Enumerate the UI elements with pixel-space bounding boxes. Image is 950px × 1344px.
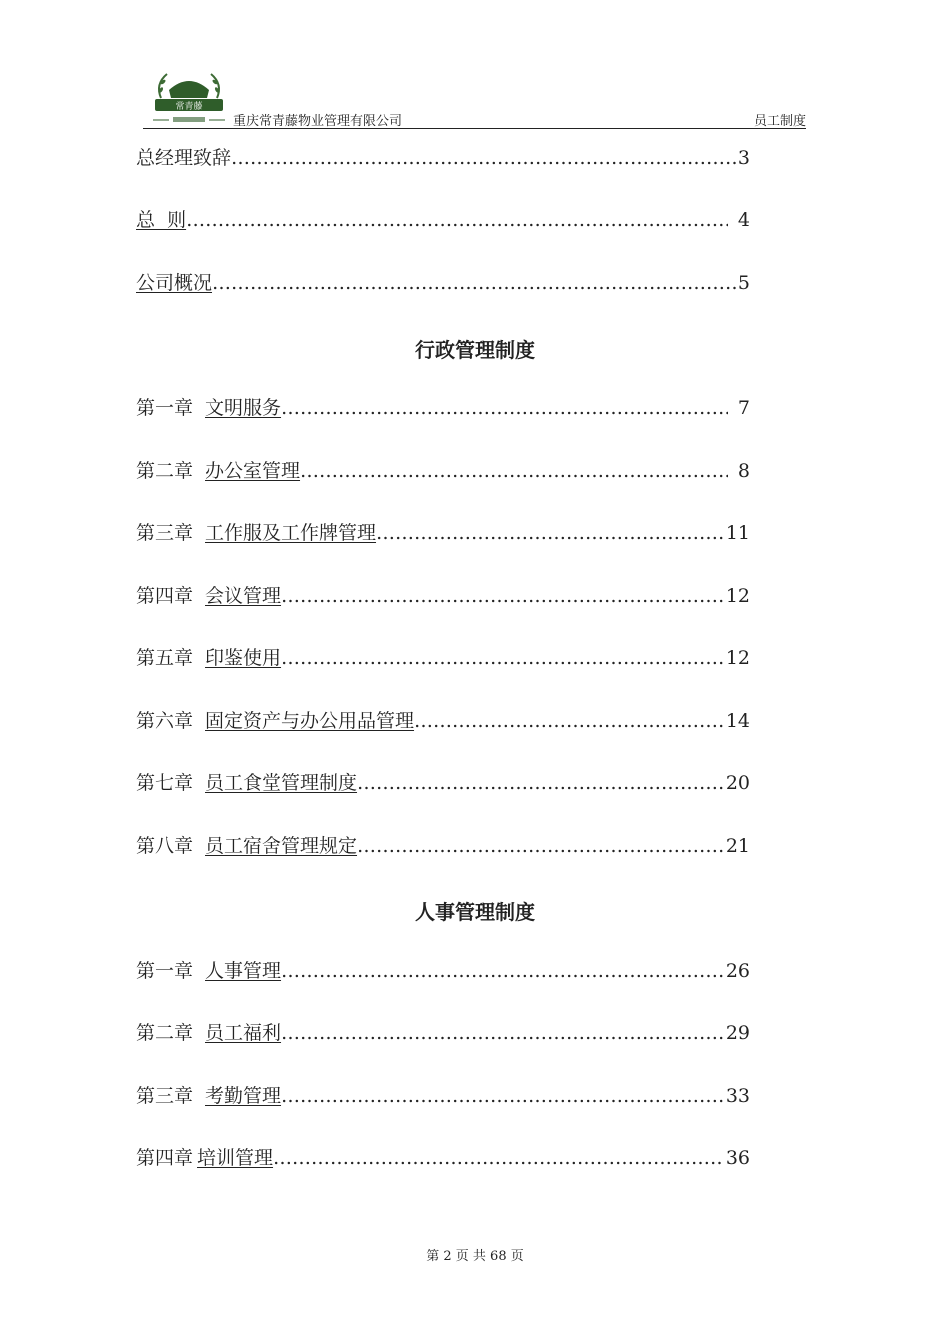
section-heading-hr: 人事管理制度: [415, 900, 535, 924]
toc-entry[interactable]: [136, 270, 750, 296]
toc-page-number: 36: [725, 1147, 750, 1169]
toc-chapter-label: 第五章: [136, 647, 194, 669]
toc-page-number: 21: [725, 835, 750, 857]
toc-leader: [212, 270, 736, 296]
toc-entry-title[interactable]: 员工食堂管理制度: [205, 772, 358, 794]
toc-entry-title[interactable]: 员工宿舍管理规定: [205, 835, 358, 857]
toc-entry[interactable]: [136, 708, 750, 734]
document-type: 员工制度: [753, 114, 806, 129]
toc-chapter-label: 第一章: [136, 960, 194, 982]
toc-entry-title[interactable]: 总 则: [136, 209, 187, 231]
toc-page-number: 5: [737, 272, 750, 294]
toc-leader: [281, 1020, 724, 1046]
toc-chapter-label: 第六章: [136, 710, 194, 732]
page-footer: 第 2 页 共 68 页: [426, 1249, 524, 1264]
toc-entry[interactable]: [136, 458, 750, 484]
toc-chapter-label: 第二章: [136, 1022, 194, 1044]
toc-entry-title[interactable]: 考勤管理: [205, 1085, 282, 1107]
company-logo: [149, 68, 229, 128]
toc-leader: [231, 145, 736, 171]
toc-page-number: 11: [725, 522, 750, 544]
toc-entry-title[interactable]: 工作服及工作牌管理: [205, 522, 377, 544]
toc-chapter-label: 第七章: [136, 772, 194, 794]
toc-leader: [281, 583, 724, 609]
toc-leader: [273, 1145, 724, 1171]
toc-entry-title[interactable]: 会议管理: [205, 585, 282, 607]
header-divider: [143, 128, 806, 129]
toc-entry[interactable]: [136, 958, 750, 984]
toc-leader: [357, 833, 724, 859]
toc-entry-title[interactable]: 培训管理: [197, 1147, 274, 1169]
toc-entry[interactable]: [136, 1083, 750, 1109]
toc-page-number: 4: [737, 209, 750, 231]
toc-entry-title[interactable]: 公司概况: [136, 272, 213, 294]
toc-entry-title[interactable]: 印鉴使用: [205, 647, 282, 669]
toc-entry[interactable]: [136, 833, 750, 859]
toc-entry-title[interactable]: 文明服务: [205, 397, 282, 419]
toc-page-number: 29: [725, 1022, 750, 1044]
svg-text:常青藤: 常青藤: [175, 102, 203, 112]
toc-entry-title[interactable]: 员工福利: [205, 1022, 282, 1044]
toc-page-number: 26: [725, 960, 750, 982]
toc-entry[interactable]: [136, 145, 750, 171]
toc-entry[interactable]: [136, 645, 750, 671]
toc-entry[interactable]: [136, 583, 750, 609]
toc-entry-title[interactable]: 人事管理: [205, 960, 282, 982]
toc-leader: [414, 708, 724, 734]
toc-page-number: 3: [737, 147, 750, 169]
toc-page-number: 12: [725, 585, 750, 607]
toc-leader: [376, 520, 724, 546]
toc-entry[interactable]: [136, 520, 750, 546]
section-heading-admin: 行政管理制度: [415, 338, 535, 362]
toc-entry-title[interactable]: 固定资产与办公用品管理: [205, 710, 415, 732]
toc-leader: [186, 207, 728, 233]
toc-entry[interactable]: [136, 1020, 750, 1046]
toc-chapter-label: 第三章: [136, 522, 194, 544]
toc-chapter-label: 第二章: [136, 460, 194, 482]
company-name: 重庆常青藤物业管理有限公司: [233, 114, 403, 129]
toc-entry-title[interactable]: 办公室管理: [205, 460, 301, 482]
toc-leader: [300, 458, 728, 484]
toc-leader: [357, 770, 724, 796]
toc-leader: [281, 645, 724, 671]
toc-page-number: 20: [725, 772, 750, 794]
toc-chapter-label: 第三章: [136, 1085, 194, 1107]
toc-entry[interactable]: [136, 770, 750, 796]
toc-entry-title[interactable]: 总经理致辞: [136, 147, 232, 169]
toc-page-number: 8: [737, 460, 750, 482]
toc-leader: [281, 395, 728, 421]
toc-leader: [281, 958, 724, 984]
page-header: [143, 62, 806, 130]
toc-entry[interactable]: [136, 207, 750, 233]
toc-page-number: 7: [737, 397, 750, 419]
toc-chapter-label: 第一章: [136, 397, 194, 419]
toc-leader: [281, 1083, 724, 1109]
toc-page-number: 33: [725, 1085, 750, 1107]
toc-chapter-label: 第四章: [136, 1147, 194, 1169]
toc-page-number: 14: [725, 710, 750, 732]
toc-page-number: 12: [725, 647, 750, 669]
toc-entry[interactable]: [136, 395, 750, 421]
toc-chapter-label: 第四章: [136, 585, 194, 607]
toc-entry[interactable]: [136, 1145, 750, 1171]
toc-chapter-label: 第八章: [136, 835, 194, 857]
